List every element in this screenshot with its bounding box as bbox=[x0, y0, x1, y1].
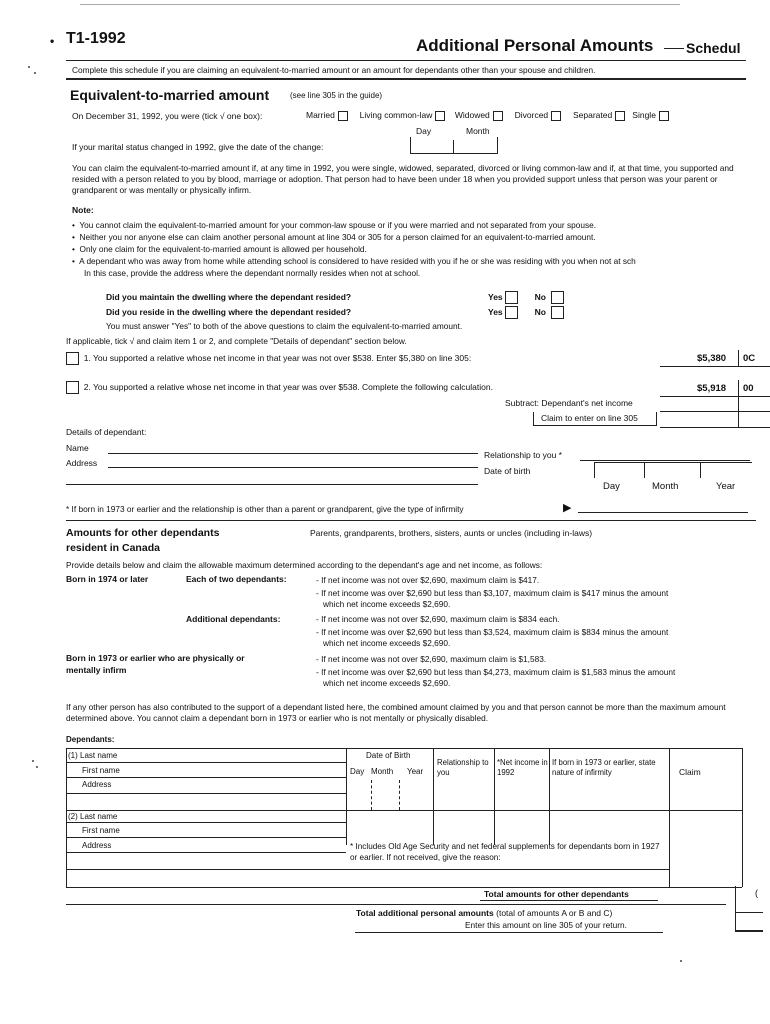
total-box-mark: ( bbox=[755, 888, 758, 898]
top-dash-marks bbox=[80, 4, 680, 5]
lower-rule bbox=[66, 904, 726, 905]
rule-2c: which net income exceeds $2,690. bbox=[323, 638, 451, 648]
dob-divider-1 bbox=[594, 462, 595, 478]
checkbox-no-maintain[interactable] bbox=[551, 291, 564, 304]
row-line-1 bbox=[66, 762, 346, 763]
address-field-2[interactable] bbox=[66, 484, 478, 485]
total-other-rule bbox=[480, 900, 658, 901]
total-additional bbox=[356, 908, 612, 918]
status-widowed[interactable]: Widowed bbox=[455, 110, 503, 120]
col-month: Month bbox=[371, 767, 394, 776]
table-bottom bbox=[66, 887, 742, 888]
title-rule bbox=[66, 60, 746, 61]
address-label: Address bbox=[66, 458, 98, 468]
row-line-6 bbox=[66, 852, 346, 853]
relationship-label: Relationship to you * bbox=[484, 450, 562, 460]
total-other-label: Total amounts for other dependants bbox=[484, 889, 629, 899]
table-right bbox=[742, 748, 743, 887]
checkbox-yes-reside[interactable] bbox=[505, 306, 518, 319]
item-1-amount: $5,380 bbox=[697, 353, 727, 364]
name-field[interactable] bbox=[108, 453, 478, 454]
other-heading-2: resident in Canada bbox=[66, 542, 160, 554]
answer-maintain bbox=[488, 291, 564, 304]
subtract-line bbox=[660, 411, 770, 412]
claim-label: Claim to enter on line 305 bbox=[541, 413, 638, 423]
dob-sub-2 bbox=[399, 780, 400, 810]
rule-3b: - If net income was over $2,690 but less than $4,273, maximum claim is $1,583 minus the amount bbox=[316, 667, 676, 677]
no-reside[interactable]: No bbox=[535, 307, 564, 317]
item-2-amount-line bbox=[660, 396, 770, 397]
note-label: Note: bbox=[72, 205, 94, 215]
item-2-cents-divider bbox=[738, 380, 739, 428]
row-line-2 bbox=[66, 777, 346, 778]
total-additional-note: (total of amounts A or B and C) bbox=[496, 908, 613, 918]
claim-line bbox=[660, 427, 770, 428]
scan-speck bbox=[680, 960, 682, 962]
instruction-rule bbox=[66, 78, 746, 80]
answer-reside bbox=[488, 306, 564, 319]
enter-line-text: Enter this amount on line 305 of your return. bbox=[465, 920, 627, 930]
row-line-3 bbox=[66, 793, 346, 794]
marital-change-text: If your marital status changed in 1992, give the date of the change: bbox=[72, 142, 324, 152]
infirmity-footnote: * If born in 1973 or earlier and the relationship is other than a parent or grandparent, give the type of infirmity bbox=[66, 504, 464, 514]
table-col-rel bbox=[433, 748, 434, 845]
other-subheading: Parents, grandparents, brothers, sisters, aunts or uncles (including in-laws) bbox=[310, 528, 593, 538]
rule-2a: - If net income was not over $2,690, maximum claim is $834 each. bbox=[316, 614, 560, 624]
born-1973-line2: mentally infirm bbox=[66, 665, 127, 675]
scan-speck bbox=[36, 766, 38, 768]
section-divider bbox=[66, 520, 756, 521]
col-day: Day bbox=[350, 767, 365, 776]
dob-field-top[interactable] bbox=[594, 462, 752, 463]
checkbox-separated[interactable] bbox=[615, 111, 625, 121]
each-of-two-label: Each of two dependants: bbox=[186, 574, 287, 584]
subtract-label: Subtract: Dependant's net income bbox=[505, 398, 633, 408]
total-final-line[interactable] bbox=[735, 930, 763, 932]
table-left bbox=[66, 748, 67, 887]
total-box-line[interactable] bbox=[735, 912, 763, 913]
rule-1a: - If net income was not over $2,690, maximum claim is $417. bbox=[316, 575, 540, 585]
question-reside: Did you reside in the dwelling where the dependant resided? bbox=[106, 307, 352, 317]
col-relationship: Relationship to you bbox=[437, 758, 489, 777]
col-infirmity: If born in 1973 or earlier, state nature of infirmity bbox=[552, 758, 656, 777]
day-label-1: Day bbox=[416, 126, 432, 136]
support-note: If any other person has also contributed to the support of a dependant listed here, the combined amount claimed by you and that person cannot be more than the maximum amount determined above. You cannot claim a dependant born in 1973 or earlier who is not mentally or physically disabled. bbox=[66, 702, 726, 723]
no-maintain[interactable]: No bbox=[535, 292, 564, 302]
row-address-1: Address bbox=[82, 780, 112, 789]
total-additional-label: Total additional personal amounts bbox=[356, 908, 494, 918]
table-col-inf bbox=[549, 748, 550, 845]
scan-speck bbox=[28, 66, 30, 68]
row-line-4 bbox=[66, 822, 346, 823]
yes-maintain[interactable]: Yes bbox=[488, 292, 518, 302]
total-box-left bbox=[735, 886, 736, 930]
form-code: T1-1992 bbox=[66, 30, 126, 47]
month-label-1: Month bbox=[466, 126, 490, 136]
dob-month-label: Month bbox=[652, 481, 679, 492]
table-col-dob bbox=[346, 748, 347, 845]
checkbox-common-law[interactable] bbox=[435, 111, 445, 121]
item-1-cents-divider bbox=[738, 350, 739, 366]
note-4: • A dependant who was away from home while attending school is considered to have resided with you if he or she was residing with you when not at sch bbox=[72, 256, 636, 266]
item-1-row bbox=[66, 352, 471, 365]
question-maintain: Did you maintain the dwelling where the dependant resided? bbox=[106, 292, 352, 302]
status-prompt: On December 31, 1992, you were (tick √ one box): bbox=[72, 111, 263, 121]
rule-2b: - If net income was over $2,690 but less than $3,524, maximum claim is $834 minus the amount bbox=[316, 627, 669, 637]
details-intro: Provide details below and claim the allowable maximum determined according to the dependant's age and net income, as follows: bbox=[66, 560, 543, 570]
dob-day-label: Day bbox=[603, 481, 620, 492]
item-2-cents: 00 bbox=[743, 383, 754, 394]
status-separated[interactable]: Separated bbox=[573, 110, 625, 120]
enter-line-rule bbox=[355, 932, 663, 933]
checkbox-yes-maintain[interactable] bbox=[505, 291, 518, 304]
checkbox-married[interactable] bbox=[338, 111, 348, 121]
equivalent-heading: Equivalent-to-married amount bbox=[70, 87, 270, 103]
checkbox-divorced[interactable] bbox=[551, 111, 561, 121]
row-first-name-1: First name bbox=[82, 766, 120, 775]
table-top bbox=[66, 748, 742, 749]
row-line-7 bbox=[66, 869, 669, 870]
checkbox-item-2[interactable] bbox=[66, 381, 79, 394]
row-line-5 bbox=[66, 837, 346, 838]
item-1-line bbox=[660, 366, 770, 367]
checkbox-item-1[interactable] bbox=[66, 352, 79, 365]
status-divorced[interactable]: Divorced bbox=[515, 110, 562, 120]
dob-divider-2 bbox=[644, 462, 645, 478]
rule-1b: - If net income was over $2,690 but less than $3,107, maximum claim is $417 minus the amount bbox=[316, 588, 669, 598]
col-claim: Claim bbox=[679, 767, 701, 777]
checkbox-no-reside[interactable] bbox=[551, 306, 564, 319]
item-1-text: 1. You supported a relative whose net income in that year was not over $538. Enter $5,380 on line 305: bbox=[83, 352, 472, 363]
note-1: • You cannot claim the equivalent-to-married amount for your common-law spouse or if you were married and not separated from your spouse. bbox=[72, 220, 597, 230]
row-first-name-2: First name bbox=[82, 826, 120, 835]
checkbox-widowed[interactable] bbox=[493, 111, 503, 121]
dependants-label: Dependants: bbox=[66, 735, 115, 744]
scan-speck bbox=[32, 760, 34, 762]
rule-3a: - If net income was not over $2,690, maximum claim is $1,583. bbox=[316, 654, 547, 664]
checkbox-single[interactable] bbox=[659, 111, 669, 121]
note-2: • Neither you nor anyone else can claim another personal amount at line 304 or 305 for a person claimed for an equivalent-to-married amount. bbox=[72, 232, 596, 242]
address-field-1[interactable] bbox=[108, 467, 478, 468]
form-title: Additional Personal Amounts bbox=[416, 36, 654, 55]
rule-1c: which net income exceeds $2,690. bbox=[323, 599, 451, 609]
if-applicable-text: If applicable, tick √ and claim item 1 or 2, and complete "Details of dependant" section below. bbox=[66, 336, 407, 346]
dob-sub-1 bbox=[371, 780, 372, 810]
item-2-text: 2. You supported a relative whose net income in that year was over $538. Complete the following calculation. bbox=[83, 381, 493, 392]
col-net-income: *Net income in 1992 bbox=[497, 758, 548, 777]
table-divider-mid bbox=[66, 810, 742, 811]
table-col-net bbox=[494, 748, 495, 845]
born-1973-line1: Born in 1973 or earlier who are physically or bbox=[66, 653, 245, 663]
status-married[interactable]: Married bbox=[306, 110, 348, 120]
other-heading-1: Amounts for other dependants bbox=[66, 527, 220, 539]
change-date-field[interactable] bbox=[410, 137, 498, 154]
eligibility-text: You can claim the equivalent-to-married amount if, at any time in 1992, you were single, widowed, separated, divorced or living common-law and if, at that time, you supported and resided with a person related to you by blood, marriage or adoption. That person had to have been under 18 when you provided support unless that person was your parent or grandparent or was mentally or physically infirm. bbox=[72, 163, 734, 195]
rule-3c: which net income exceeds $2,690. bbox=[323, 678, 451, 688]
title-dash bbox=[664, 48, 684, 49]
scan-speck bbox=[34, 72, 36, 74]
yes-reside[interactable]: Yes bbox=[488, 307, 518, 317]
relationship-field[interactable] bbox=[580, 460, 750, 461]
row-last-name-2: (2) Last name bbox=[68, 812, 118, 821]
born-1974-label: Born in 1974 or later bbox=[66, 574, 149, 584]
item-2-row bbox=[66, 381, 493, 394]
oas-note: * Includes Old Age Security and net federal supplements for dependants born in 1927 or earlier. If not received, give the reason: bbox=[350, 842, 660, 862]
col-last-name: (1) Last name bbox=[68, 751, 118, 760]
instruction-text: Complete this schedule if you are claiming an equivalent-to-married amount or an amount for dependants other than your spouse and children. bbox=[72, 65, 596, 75]
note-continuation: In this case, provide the address where the dependant normally resides when not at school. bbox=[84, 268, 421, 278]
name-label: Name bbox=[66, 443, 89, 453]
dob-label: Date of birth bbox=[484, 466, 531, 476]
status-common-law[interactable]: Living common-law bbox=[360, 110, 446, 120]
must-answer-text: You must answer "Yes" to both of the above questions to claim the equivalent-to-married amount. bbox=[106, 321, 463, 331]
col-dob: Date of Birth bbox=[366, 751, 411, 760]
status-options bbox=[306, 110, 669, 121]
arrow-icon: ▶ bbox=[563, 502, 572, 514]
row-address-2: Address bbox=[82, 841, 112, 850]
col-year: Year bbox=[407, 767, 424, 776]
note-3: • Only one claim for the equivalent-to-married amount is allowed per household. bbox=[72, 244, 367, 254]
item-1-cents: 0C bbox=[743, 353, 756, 364]
schedule-label: Schedul bbox=[686, 40, 741, 56]
table-col-claim bbox=[669, 748, 670, 887]
dob-divider-3 bbox=[700, 462, 701, 478]
status-single[interactable]: Single bbox=[632, 110, 669, 120]
item-2-amount: $5,918 bbox=[697, 383, 727, 394]
infirmity-field[interactable] bbox=[578, 512, 748, 513]
equivalent-heading-note: (see line 305 in the guide) bbox=[290, 91, 383, 100]
details-label: Details of dependant: bbox=[66, 427, 147, 437]
dob-year-label: Year bbox=[716, 481, 736, 492]
change-date-divider bbox=[453, 140, 454, 153]
additional-label: Additional dependants: bbox=[186, 614, 281, 624]
bullet-mark: • bbox=[50, 34, 55, 48]
